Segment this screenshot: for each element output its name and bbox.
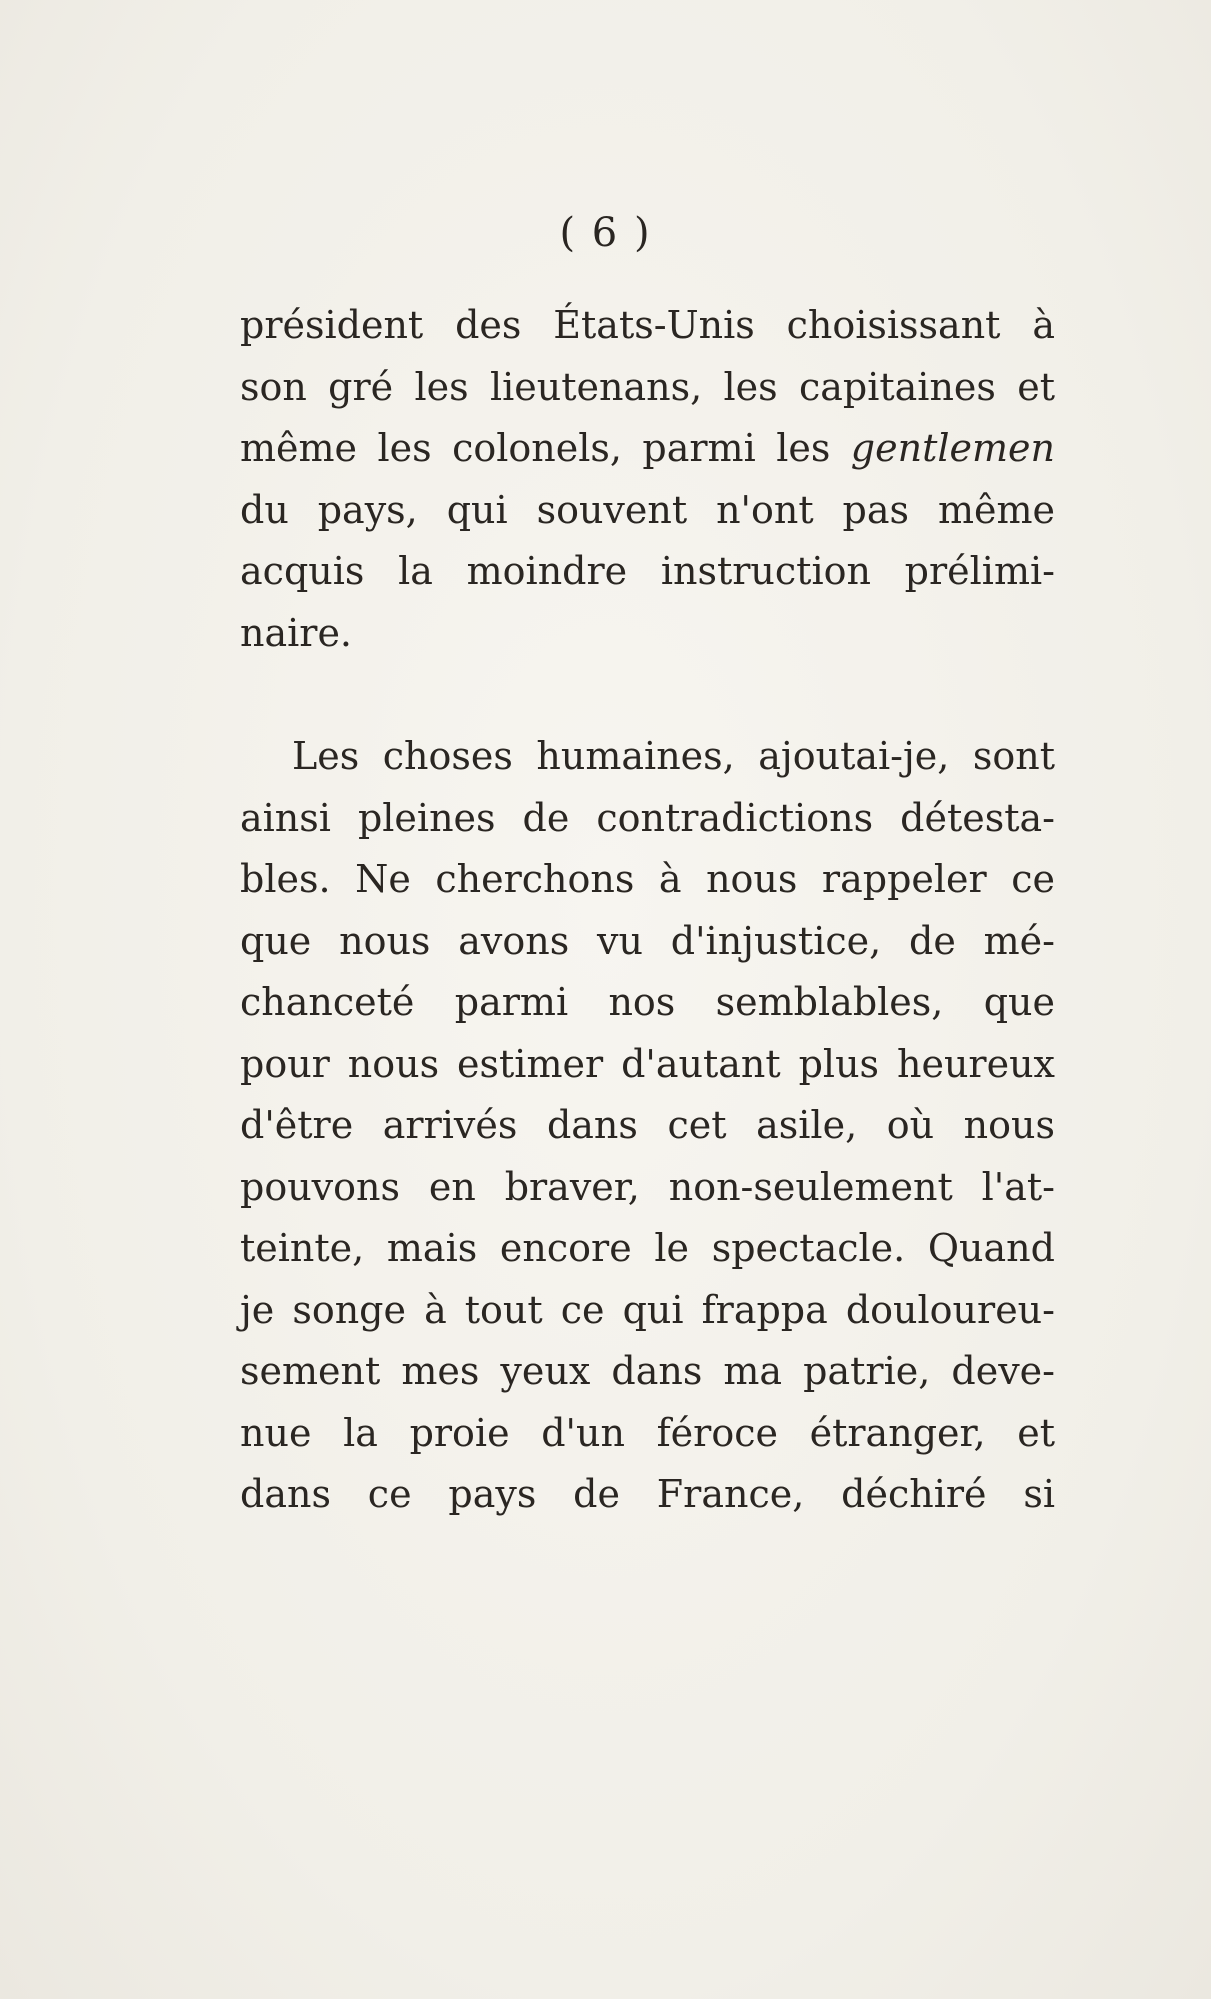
text-line: pour nous estimer d'autant plus heureux (240, 1041, 1055, 1086)
text-line: ainsi pleines de contradictions détesta- (240, 795, 1055, 840)
text-line: teinte, mais encore le spectacle. Quand (240, 1226, 1055, 1270)
paragraph-2 (240, 726, 1055, 1526)
text-line: président des États-Unis choisissant à (240, 303, 1055, 347)
page-number: ( 6 ) (559, 210, 652, 256)
text-line: bles. Ne cherchons à nous rappeler ce (240, 857, 1055, 901)
text-line: son gré les lieutenans, les capitaines et (240, 364, 1055, 409)
text-line: chanceté parmi nos semblables, que (240, 980, 1055, 1024)
text-line: acquis la moindre instruction prélimi- (240, 549, 1055, 593)
text-line: Les choses humaines, ajoutai-je, sont (292, 734, 1055, 778)
page-body (240, 295, 1055, 1526)
text-line: dans ce pays de France, déchiré si (240, 1472, 1055, 1516)
text-line: pouvons en braver, non-seulement l'at- (240, 1164, 1055, 1209)
text-line: sement mes yeux dans ma patrie, deve- (240, 1349, 1055, 1393)
text-line: du pays, qui souvent n'ont pas même (240, 487, 1055, 532)
text-line: naire. (240, 610, 353, 655)
text-line: que nous avons vu d'injustice, de mé- (240, 918, 1055, 963)
text-line: même les colonels, parmi les gentlemen (240, 426, 1055, 470)
text-line: nue la proie d'un féroce étranger, et (240, 1410, 1055, 1455)
text-line: je songe à tout ce qui frappa douloureu- (240, 1287, 1055, 1332)
paragraph-1 (240, 295, 1055, 664)
text-line: d'être arrivés dans cet asile, où nous (240, 1103, 1055, 1147)
